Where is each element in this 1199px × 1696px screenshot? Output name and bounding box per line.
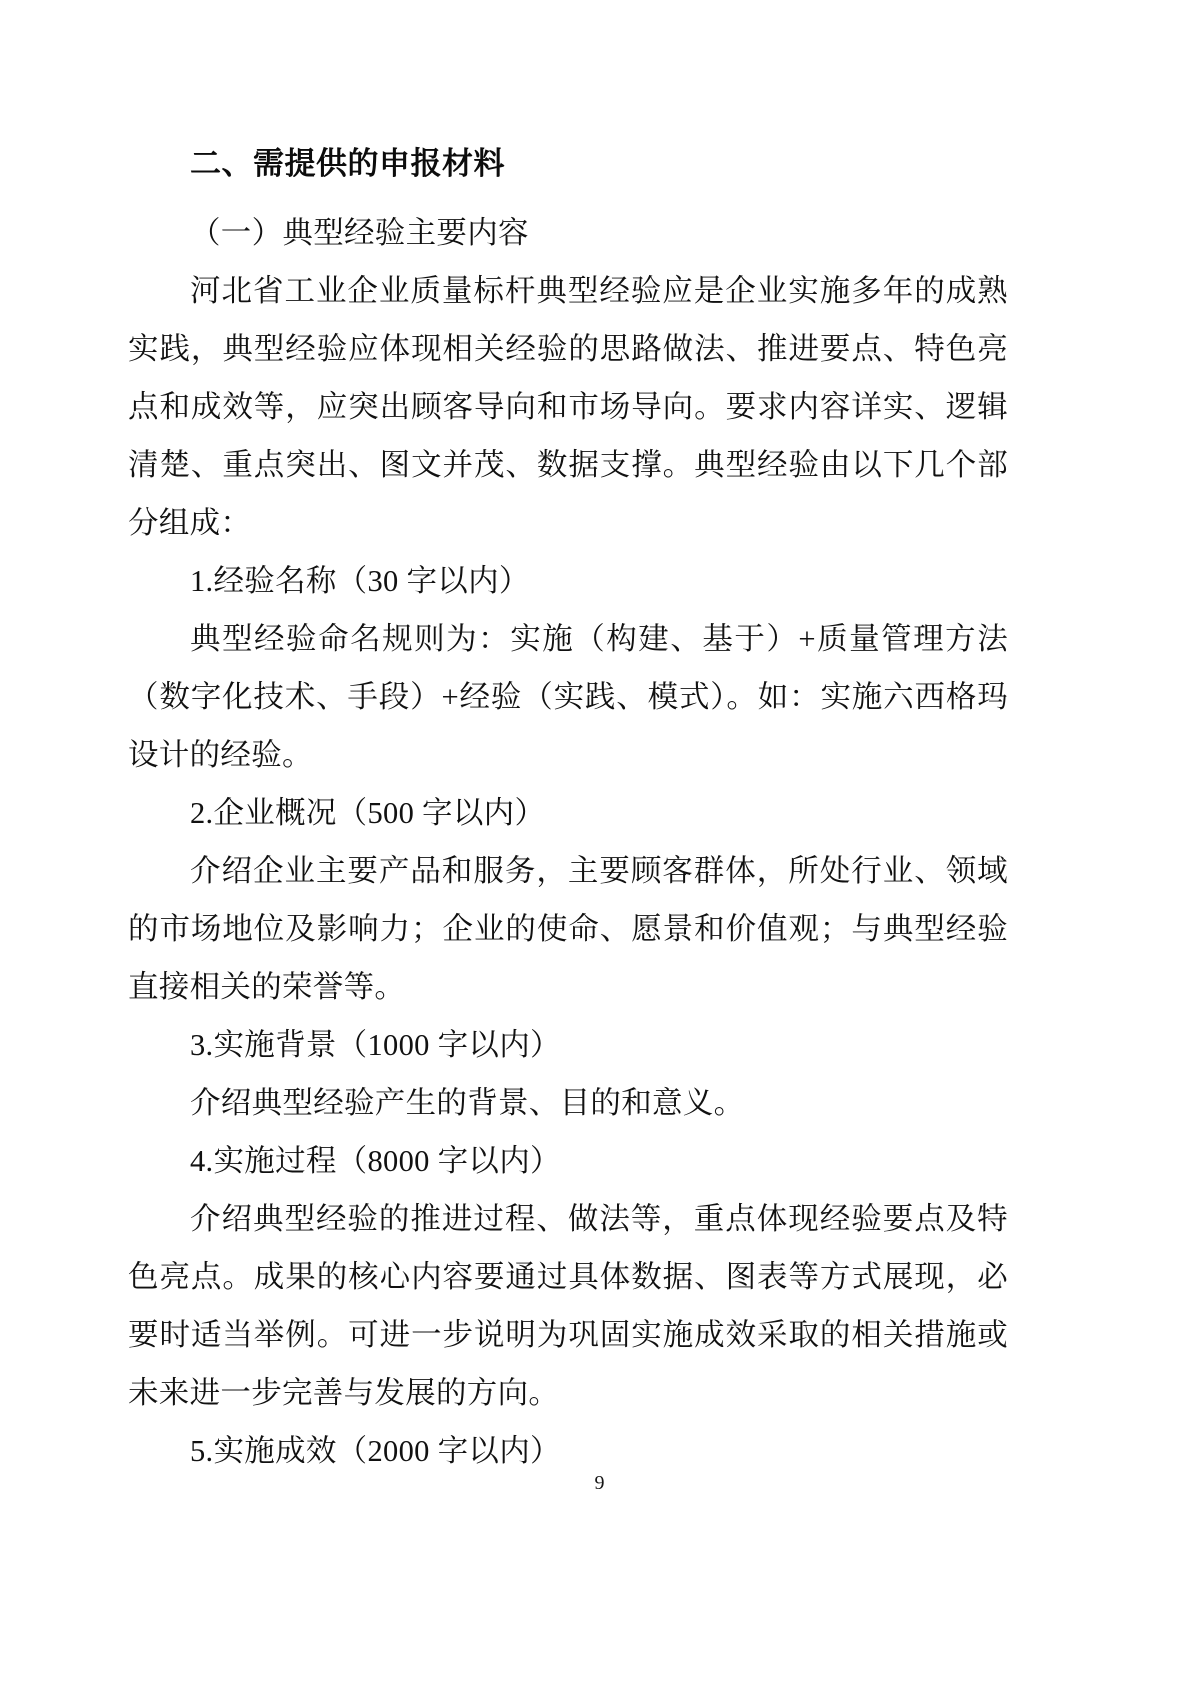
item-heading-5: 5.实施成效（2000 字以内） <box>190 1434 561 1468</box>
item-heading-4: 4.实施过程（8000 字以内） <box>190 1144 561 1178</box>
item-body-2: 介绍企业主要产品和服务，主要顾客群体，所处行业、领域的市场地位及影响力；企业的使命、愿景和价值观；与典型经验直接相关的荣誉等。 <box>128 854 1008 1004</box>
intro-paragraph: 河北省工业企业质量标杆典型经验应是企业实施多年的成熟实践，典型经验应体现相关经验的思路做法、推进要点、特色亮点和成效等，应突出顾客导向和市场导向。要求内容详实、逻辑清楚、重点突出、图文并茂、数据支撑。典型经验由以下几个部分组成： <box>128 274 1008 540</box>
item-heading-2: 2.企业概况（500 字以内） <box>190 796 546 830</box>
sub-heading: （一）典型经验主要内容 <box>190 216 529 250</box>
item-body-4: 介绍典型经验的推进过程、做法等，重点体现经验要点及特色亮点。成果的核心内容要通过具体数据、图表等方式展现，必要时适当举例。可进一步说明为巩固实施成效采取的相关措施或未来进一步完善与发展的方向。 <box>128 1202 1008 1410</box>
item-heading-3: 3.实施背景（1000 字以内） <box>190 1028 561 1062</box>
section-heading: 二、需提供的申报材料 <box>190 146 505 181</box>
item-body-1: 典型经验命名规则为：实施（构建、基于）+质量管理方法（数字化技术、手段）+经验（实践、模式）。如：实施六西格玛设计的经验。 <box>128 622 1008 772</box>
item-heading-1: 1.经验名称（30 字以内） <box>190 564 530 598</box>
item-body-3: 介绍典型经验产生的背景、目的和意义。 <box>190 1086 745 1120</box>
page-number: 9 <box>594 1472 605 1494</box>
document-body <box>128 138 1008 1480</box>
